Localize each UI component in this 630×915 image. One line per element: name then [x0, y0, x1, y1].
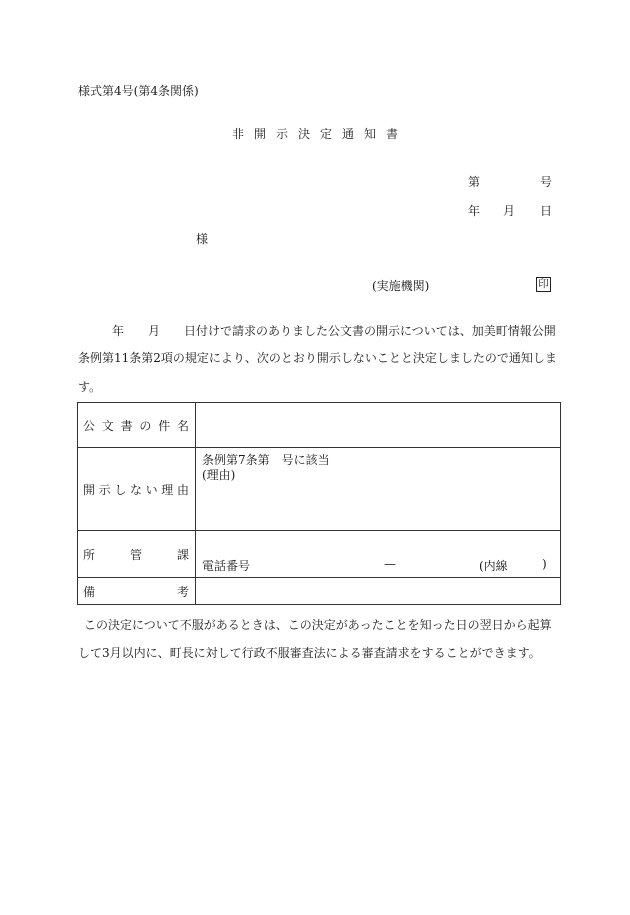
date-month-label: 月 — [503, 204, 516, 218]
appeal-note-line-1: この決定について不服があるときは、この決定があったことを知った日の翌日から起算 — [84, 618, 552, 632]
label-char: 理 — [161, 482, 174, 497]
phone-label: 電話番号 — [202, 559, 251, 573]
label-char: 示 — [98, 482, 111, 497]
issuer-label: (実施機関) — [372, 279, 430, 293]
table-row-department — [78, 531, 561, 578]
table-row-reason — [78, 448, 561, 531]
reason-article-text: 条例第7条第 号に該当 — [202, 453, 330, 467]
remarks-field[interactable] — [196, 578, 561, 605]
table-row-document-name — [78, 403, 561, 448]
body-line1-text: 日付けで請求のありました公文書の開示については、加美町情報公開 — [184, 324, 556, 338]
decision-detail-table — [77, 402, 561, 605]
label-char: い — [145, 482, 158, 497]
seal-mark: 印 — [536, 277, 551, 292]
body-paragraph-line-2: 条例第11条第2項の規定により、次のとおり開示しないことと決定しましたので通知しま — [78, 351, 557, 365]
phone-line — [202, 557, 557, 574]
date-year-label: 年 — [468, 204, 481, 218]
label-char: 考 — [176, 584, 189, 599]
label-char: 名 — [176, 418, 189, 433]
body-paragraph-line-1 — [78, 325, 556, 337]
label-char: 管 — [129, 547, 142, 562]
phone-dash: — — [384, 557, 396, 571]
remarks-label — [78, 578, 196, 605]
addressee-honorific: 様 — [196, 232, 209, 246]
title-char: 示 — [275, 127, 288, 141]
doc-number-prefix: 第 — [468, 175, 481, 189]
department-field[interactable] — [196, 531, 561, 578]
extension-close: ) — [542, 557, 547, 571]
date-day-label: 日 — [540, 204, 553, 218]
title-char: 知 — [364, 127, 377, 141]
body-month-label: 月 — [148, 324, 161, 338]
title-char: 非 — [231, 127, 244, 141]
document-name-field[interactable] — [196, 403, 561, 448]
reason-label — [78, 448, 196, 531]
department-label — [78, 531, 196, 578]
label-char: 文 — [101, 418, 114, 433]
reason-heading: (理由) — [202, 468, 236, 482]
reason-field[interactable] — [196, 448, 561, 531]
label-char: な — [129, 482, 142, 497]
label-char: 公 — [83, 418, 96, 433]
label-char: 課 — [176, 547, 189, 562]
title-char: 書 — [386, 127, 399, 141]
label-char: 開 — [83, 482, 96, 497]
document-title — [0, 128, 630, 140]
form-number-label: 様式第4号(第4条関係) — [78, 84, 199, 98]
body-year-label: 年 — [112, 324, 125, 338]
doc-number-suffix: 号 — [540, 175, 553, 189]
table-row-remarks — [78, 578, 561, 605]
label-char: 所 — [83, 547, 96, 562]
extension-label: (内線 — [479, 559, 508, 573]
title-char: 通 — [342, 127, 355, 141]
title-char: 開 — [253, 127, 266, 141]
label-char: 由 — [176, 482, 189, 497]
appeal-note-line-2: して3月以内に、町長に対して行政不服審査法による審査請求をすることができます。 — [78, 646, 541, 660]
label-char: 件 — [158, 418, 171, 433]
label-char: 書 — [120, 418, 133, 433]
title-char: 定 — [320, 127, 333, 141]
document-name-label — [78, 403, 196, 448]
title-char: 決 — [297, 127, 310, 141]
label-char: 備 — [83, 584, 96, 599]
label-char: し — [114, 482, 127, 497]
body-paragraph-line-3: す。 — [78, 380, 102, 394]
label-char: の — [139, 418, 152, 433]
